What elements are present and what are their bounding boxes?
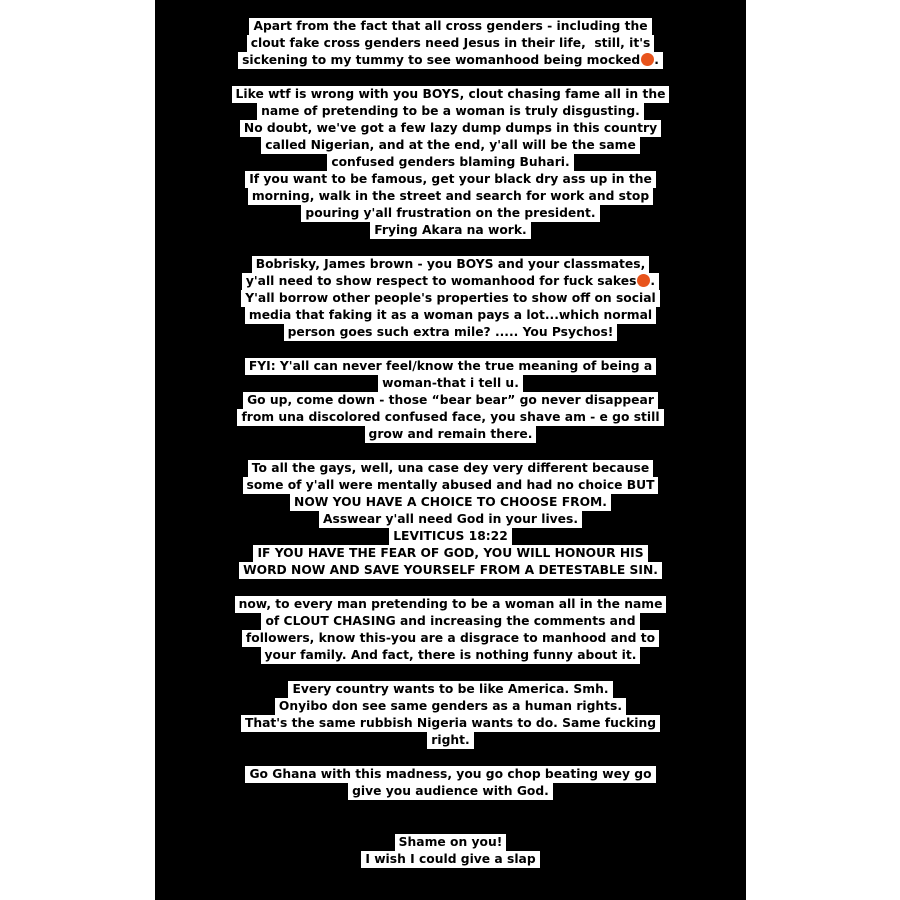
- story-line: [240, 120, 661, 137]
- story-line-row: [155, 545, 746, 562]
- story-line: [243, 477, 659, 494]
- story-line: [253, 545, 647, 562]
- story-line-row: [155, 171, 746, 188]
- story-line-text: If you want to be famous, get your black dry ass up in the: [249, 172, 652, 186]
- story-line-text: Frying Akara na work.: [374, 223, 527, 237]
- story-line-text: LEVITICUS 18:22: [393, 529, 508, 543]
- story-line-text: Every country wants to be like America. Smh.: [292, 682, 609, 696]
- story-line: [235, 596, 667, 613]
- story-line: [378, 375, 523, 392]
- story-line-row: [155, 562, 746, 579]
- story-line: [261, 137, 640, 154]
- story-line: [243, 392, 658, 409]
- story-line-text: your family. And fact, there is nothing funny about it.: [264, 648, 637, 662]
- story-line-text: morning, walk in the street and search for work and stop: [251, 189, 650, 203]
- story-line: [242, 273, 659, 290]
- story-line: [327, 154, 573, 171]
- story-line-row: [155, 52, 746, 69]
- story-line-row: [155, 103, 746, 120]
- story-line-row: [155, 511, 746, 528]
- story-line-text: media that faking it as a woman pays a lot...which normal: [248, 308, 653, 322]
- story-line-row: [155, 409, 746, 426]
- story-line-text: To all the gays, well, una case dey very different because: [251, 461, 650, 475]
- story-line: [290, 494, 611, 511]
- story-text: [155, 18, 746, 885]
- story-paragraph: [155, 86, 746, 239]
- story-paragraph: [155, 460, 746, 579]
- story-line-row: [155, 630, 746, 647]
- story-line-row: [155, 698, 746, 715]
- story-line: [245, 307, 656, 324]
- story-line-row: [155, 120, 746, 137]
- story-line-row: [155, 35, 746, 52]
- story-line-text: right.: [431, 733, 470, 747]
- story-line-row: [155, 154, 746, 171]
- story-line-row: [155, 783, 746, 800]
- story-line: [301, 205, 599, 222]
- story-line-row: [155, 715, 746, 732]
- story-line: [288, 681, 612, 698]
- story-line-text: IF YOU HAVE THE FEAR OF GOD, YOU WILL HONOUR HIS: [257, 546, 644, 560]
- story-line: [245, 171, 656, 188]
- story-line-row: [155, 647, 746, 664]
- story-line-row: [155, 613, 746, 630]
- story-line-text: woman-that i tell u.: [382, 376, 519, 390]
- story-line-row: [155, 477, 746, 494]
- story-line-row: [155, 851, 746, 868]
- story-line-text: Y'all borrow other people's properties to show off on social: [245, 291, 656, 305]
- story-line-text: name of pretending to be a woman is truly disgusting.: [261, 104, 640, 118]
- story-paragraph: [155, 766, 746, 800]
- story-line: [348, 783, 553, 800]
- story-line-text: y'all need to show respect to womanhood for fuck sakes: [245, 274, 637, 288]
- story-line-row: [155, 324, 746, 341]
- story-line: [241, 290, 660, 307]
- story-line-row: [155, 528, 746, 545]
- story-line-text: FYI: Y'all can never feel/know the true meaning of being a: [248, 359, 653, 373]
- story-line-row: [155, 375, 746, 392]
- story-line: [248, 460, 653, 477]
- story-line-text: No doubt, we've got a few lazy dump dumps in this country: [243, 121, 658, 135]
- story-line: [248, 188, 653, 205]
- story-line-text: person goes such extra mile? ..... You Psychos!: [287, 325, 614, 339]
- story-line-row: [155, 18, 746, 35]
- story-line-suffix: .: [654, 53, 659, 67]
- story-line-text: sickening to my tummy to see womanhood being mocked: [242, 53, 641, 67]
- story-line-text: some of y'all were mentally abused and had no choice BUT: [246, 478, 655, 492]
- story-line-text: Like wtf is wrong with you BOYS, clout chasing fame all in the: [235, 87, 666, 101]
- story-line: [361, 851, 539, 868]
- story-line-text: Go up, come down - those “bear bear” go never disappear: [247, 393, 654, 407]
- story-line: [319, 511, 582, 528]
- story-line-row: [155, 222, 746, 239]
- story-line-row: [155, 307, 746, 324]
- story-line-suffix: .: [650, 274, 656, 288]
- story-line: [232, 86, 670, 103]
- story-line: [395, 834, 507, 851]
- story-paragraph: [155, 18, 746, 69]
- story-line-row: [155, 290, 746, 307]
- story-line: [247, 35, 655, 52]
- story-paragraph: [155, 681, 746, 749]
- story-line: [238, 52, 663, 69]
- story-frame: [155, 0, 746, 900]
- angry-face-icon: [637, 274, 650, 287]
- story-line: [245, 358, 656, 375]
- story-paragraph: [155, 358, 746, 443]
- story-line-text: clout fake cross genders need Jesus in their life, still, it's: [250, 36, 651, 50]
- story-line: [427, 732, 473, 749]
- story-line-text: I wish I could give a slap: [365, 852, 536, 866]
- story-line-text: Onyibo don see same genders as a human rights.: [278, 699, 623, 713]
- story-line-row: [155, 596, 746, 613]
- story-line-text: Shame on you!: [398, 835, 503, 849]
- story-line-row: [155, 392, 746, 409]
- angry-face-icon: [641, 53, 654, 66]
- story-line: [261, 613, 639, 630]
- story-line-row: [155, 460, 746, 477]
- story-line: [389, 528, 512, 545]
- story-paragraph: [155, 256, 746, 341]
- story-line: [252, 256, 650, 273]
- story-line: [370, 222, 530, 239]
- story-line-text: from una discolored confused face, you shave am - e go still: [241, 410, 660, 424]
- story-line-row: [155, 188, 746, 205]
- story-line-text: Go Ghana with this madness, you go chop beating wey go: [249, 767, 652, 781]
- story-line-row: [155, 86, 746, 103]
- story-line-text: now, to every man pretending to be a woman all in the name: [238, 597, 663, 611]
- story-line-text: Apart from the fact that all cross genders - including the: [253, 19, 648, 33]
- story-line-text: confused genders blaming Buhari.: [331, 155, 570, 169]
- story-line: [257, 103, 644, 120]
- story-line-text: Asswear y'all need God in your lives.: [322, 512, 579, 526]
- story-line: [241, 715, 660, 732]
- story-closing: [155, 834, 746, 868]
- story-line-text: of CLOUT CHASING and increasing the comments and: [265, 614, 636, 628]
- story-line: [237, 409, 663, 426]
- story-line-text: That's the same rubbish Nigeria wants to do. Same fucking: [244, 716, 657, 730]
- story-line-text: give you audience with God.: [352, 784, 549, 798]
- story-line-row: [155, 681, 746, 698]
- story-line-row: [155, 273, 746, 290]
- story-line-row: [155, 358, 746, 375]
- story-line-row: [155, 426, 746, 443]
- story-line-row: [155, 494, 746, 511]
- story-line: [242, 630, 659, 647]
- story-line: [239, 562, 662, 579]
- story-line-row: [155, 732, 746, 749]
- story-line: [284, 324, 618, 341]
- story-line-text: called Nigerian, and at the end, y'all will be the same: [265, 138, 636, 152]
- story-line-row: [155, 256, 746, 273]
- story-line-row: [155, 137, 746, 154]
- story-line: [261, 647, 641, 664]
- story-line-text: NOW YOU HAVE A CHOICE TO CHOOSE FROM.: [294, 495, 607, 509]
- story-line-row: [155, 205, 746, 222]
- story-line-text: WORD NOW AND SAVE YOURSELF FROM A DETESTABLE SIN.: [243, 563, 658, 577]
- spacer: [155, 817, 746, 834]
- story-line: [249, 18, 651, 35]
- story-line-text: Bobrisky, James brown - you BOYS and your classmates,: [255, 257, 646, 271]
- story-line-row: [155, 834, 746, 851]
- story-line-row: [155, 766, 746, 783]
- story-line: [245, 766, 655, 783]
- story-line-text: followers, know this-you are a disgrace to manhood and to: [245, 631, 656, 645]
- story-line-text: grow and remain there.: [368, 427, 533, 441]
- story-line: [365, 426, 537, 443]
- story-line: [275, 698, 626, 715]
- story-line-text: pouring y'all frustration on the president.: [305, 206, 596, 220]
- story-paragraph: [155, 596, 746, 664]
